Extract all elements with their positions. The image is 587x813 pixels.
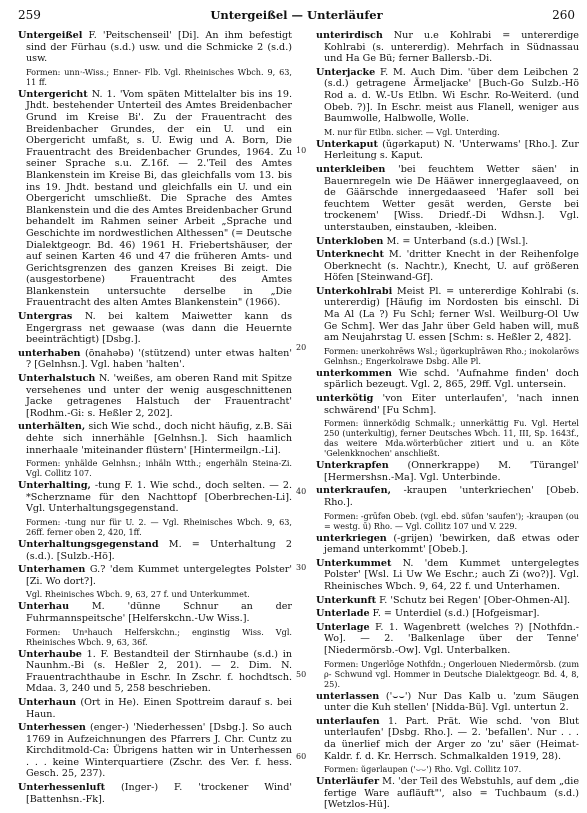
line-number: 30 (296, 563, 307, 572)
dictionary-entry (18, 373, 292, 419)
entry-headword: Unterkloben (316, 235, 384, 247)
dictionary-entry (18, 311, 292, 346)
entry-text: 'von Eiter unterlaufen', 'nach innen schwärend' [Fu Schm]. (324, 393, 579, 416)
dictionary-entry (316, 139, 579, 162)
dictionary-entry (18, 722, 292, 780)
entry-headword: unterlassen (316, 690, 380, 702)
dictionary-entry (316, 393, 579, 416)
entry-text: (Ort in He). Einen Spottreim darauf s. bei Haun. (26, 696, 292, 720)
entry-text: M. 'der Teil des Webstuhls, auf dem „die fertige Ware aufläuft"', also = Tuchbaum (s.d.) [Wetzlos-Hü]. (324, 776, 579, 811)
entry-headword: unterkraufen, (316, 485, 391, 497)
entry-text: G.? 'dem Kummet untergelegtes Polster' [Zi. Wo dort?]. (26, 564, 292, 587)
dictionary-entry (316, 608, 579, 620)
entry-text: M. 'dünne Schnur an der Fuhrmannspeitsche' [Helferskchn.-Uw Wiss.]. (26, 601, 292, 624)
dictionary-entry (316, 595, 579, 607)
dictionary-entry (316, 533, 579, 556)
entry-text: M. = Unterhaltung 2 (s.d.). [Sulzb.-Hö]. (26, 538, 292, 562)
entry-note: Formen: -grūfən Obeb. (vgl. ebd. süfən 'saufen'); -kraupən (ou = westg. ū) Rho. — Vgl. Collitz 107 und V. 229. (324, 510, 579, 531)
entry-text: F. 'Peitschenseil' [Di]. An ihm befestigt sind der Fürhau (s.d.) usw. und die Schmicke 2 (s.d.) usw. (26, 30, 292, 65)
entry-text: (Inger-) F. 'trockener Wind' [Battenhsn.-Fk]. (26, 782, 292, 805)
entry-note: Formen: Unᵃhauch Helferskchn.; enginstig Wiss. Vgl. Rheinisches Wbch. 9, 63, 36f. (26, 626, 292, 647)
dictionary-entry (18, 649, 292, 695)
dictionary-entry (316, 716, 579, 762)
entry-note: M. nur für Etlbn. sicher. — Vgl. Unterding. (324, 126, 500, 137)
entry-headword: unterkötig (316, 393, 374, 405)
entry-headword: Untergericht (18, 88, 88, 100)
entry-headword: Unterhalting, (18, 480, 91, 492)
entry-note: Formen: Ungerlōge Nothfdn.; Ongerlouen Niedermörsb. (zum ρ- Schwund vgl. Hommer in Deutsche Dialektgeogr. Bd. 4, 8, 25). (324, 658, 579, 689)
dictionary-entry (18, 30, 292, 65)
entry-headword: unterirdisch (316, 30, 383, 41)
entry-note: Formen: unn·-Wiss.; Enner- Flb. Vgl. Rheinisches Wbch. 9, 63, 11 ff. (26, 66, 292, 87)
entry-headword: Unterhessen (18, 722, 86, 734)
line-number: 60 (296, 752, 307, 761)
entry-text: (-grijen) 'bewirken, daß etwas oder jemand unterkommt' [Obeb.]. (324, 532, 579, 556)
entry-headword: Unterkunft (316, 594, 377, 606)
entry-text: N. 'dem Kummet untergelegtes Polster' [Wsl. Li Uw We Eschr.; auch Zi (wo?)]. Vgl. Rheinisches Wbch. 9, 64, 22 f. und Unterhamen. (324, 557, 579, 592)
dictionary-entry (18, 539, 292, 562)
dictionary-entry (316, 30, 579, 65)
dictionary-entry (18, 480, 292, 515)
page-number-right: 260 (552, 8, 575, 22)
entry-note: Vgl. Rheinisches Wbch. 9, 63, 27 f. und Unterkummet. (26, 589, 250, 600)
entry-text: M. 'dritter Knecht in der Reihenfolge Oberknecht (s. Nachtr.), Knecht, U. auf größeren Höfen [Steinwand-Gf]. (324, 249, 579, 284)
entry-headword: Unterkummet (316, 557, 392, 569)
entry-note: Formen: -tung nur für U. 2. — Vgl. Rheinisches Wbch. 9, 63, 26ff. ferner oben 2, 420, 1ff. (26, 516, 292, 537)
entry-headword: Unterkohlrabi (316, 285, 393, 297)
entry-headword: Unterhalstuch (18, 373, 96, 385)
entry-headword: unterkommen (316, 367, 392, 379)
dictionary-entry (316, 236, 579, 248)
dictionary-entry (18, 89, 292, 309)
entry-text: (Onnerkrappe) M. 'Türangel' [Hermershsn.-Ma]. Vgl. Unterbinde. (324, 460, 579, 483)
dictionary-entry (316, 460, 579, 483)
entry-text: F. = Unterdiel (s.d.) [Hofgeismar]. (369, 608, 540, 620)
entry-headword: Unterhaun (18, 696, 77, 708)
entry-text: F. 1. Wagenbrett (welches ?) [Nothfdn.-Wo]. — 2. 'Balkenlage über der Tenne' [Niedermörsb.-Ow]. Vgl. Unterbalken. (324, 621, 579, 656)
dictionary-entry (316, 164, 579, 234)
dictionary-entry (18, 564, 292, 587)
entry-headword: Unterlage (316, 621, 370, 633)
entry-headword: Unterlade (316, 608, 370, 620)
dictionary-entry (316, 558, 579, 593)
line-number: 50 (296, 670, 307, 679)
dictionary-entry (18, 782, 292, 805)
entry-headword: Unterhaltungsgegenstand (18, 538, 159, 550)
entry-headword: Unterhau (18, 601, 70, 613)
entry-note: Formen: ynhälde Gelnhsn.; inhäln Wtth.; engerhäln Steina-Zi. Vgl. Collitz 107. (26, 458, 292, 479)
entry-text: M. = Unterband (s.d.) [Wsl.]. (383, 235, 529, 247)
entry-note: Formen: unerkohrēws Wsl.; ŭgərkuplrāwən Rho.; inokolarōws Gelnhsn.; Engerkolrawe Dsbg. Alle Pl. (324, 345, 579, 366)
dictionary-entry (316, 286, 579, 344)
right-column (316, 30, 579, 813)
entry-text: 1. F. Bestandteil der Stirnhaube (s.d.) in Naunhm.-Bi (s. Heßler 2, 201). — 2. Dim. N. Frauentrachthaube in Eschr. In Zschr. f. hochdtsch. Mdaa. 3, 240 und 5, 258 beschrieben. (26, 648, 292, 695)
entry-headword: Unterhamen (18, 564, 86, 576)
entry-headword: Unterkrapfen (316, 460, 389, 472)
entry-headword: Untergeißel (18, 30, 83, 41)
entry-headword: unterkriegen (316, 532, 387, 544)
dictionary-entry (316, 691, 579, 714)
entry-headword: Unterhessenluft (18, 782, 106, 794)
left-column (18, 30, 292, 807)
entry-text: Nur u.e Kohlrabi = untererdige Kohlrabi (s. untererdig). Mehrfach in Südnassau und Ha Ge Bü; ferner Ballersb.-Di. (324, 30, 579, 65)
entry-text: (ōnahəbə) '(stützend) unter etwas halten' ? [Gelnhsn.]. Vgl. haben 'halten'. (26, 347, 292, 371)
entry-text: N. 1. 'Vom späten Mittelalter bis ins 19. Jhdt. bestehender Unterteil des Amtes Breidenbacher Grund im Kreise Bi'. Zu der Frauentracht des Breidenbacher Grundes, der ein U. und ein Obergericht umfaßt, s. U. Ewig und A. Born, Die Frauentracht des Breidenbacher Grundes, 1964. Zu seiner Sprache s.u. Z.16f. — 2.'Teil des Amtes Blankenstein im Kreise Bi, das gleichfalls vom 13. bis ins 19. Jhdt. bestand und gleichfalls ein U. und ein Obergericht umschließt. Die Sprache des Amtes Blankenstein und die des Amtes Breidenbacher Grund behandelt im Rahmen seiner Arbeit „Sprache und Geschichte im nordwestlichen Althessen" (= Deutsche Dialektgeogr. Bd. 46) 1961 H. Friebertshäuser, der auf seinen Karten 46 und 47 die früheren Amts- und Gerichtsgrenzen des ganzen Kreises Bi zeigt. Die (ausgestorbene) Frauentracht des Amtes Blankenstein untersuchte derselbe in „Die Frauentracht des alten Amtes Blankenstein" (1966). (26, 88, 292, 309)
dictionary-entry (18, 697, 292, 720)
dictionary-entry (316, 67, 579, 125)
entry-text: 'bei feuchtem Wetter säen' in Bauernregeln wie De Hääwer innergeglaaveed, on de Gäärschde innergedaaseed 'Hafer soll bei feuchtem Wetter gesät werden, Gerste bei trockenem' [Wiss. Driedf.-Di Wdhsn.]. Vgl. unterstauben, einstauben, -kleiben. (324, 163, 579, 233)
entry-headword: Untergras (18, 311, 73, 323)
dictionary-entry (316, 249, 579, 284)
entry-text: F. M. Auch Dim. 'über dem Leibchen 2 (s.d.) getragene Ärmeljacke' [Buch-Go Sulzb.-Hö Rod a. d. W.-Us Etlbn. Wi Eschr. Ro-Weiterd. (und Obeb. ?)]. In Eschr. meist aus Flanell, weniger aus Baumwolle, Halbwolle, Wolle. (324, 66, 579, 125)
dictionary-entry (18, 601, 292, 624)
entry-note: Formen: ŭgərlaupən ('⌣⌣') Rho. Vgl. Collitz 107. (324, 764, 522, 775)
entry-text: 1. Part. Prät. Wie schd. 'von Blut unterlaufen' [Dsbg. Rho.]. — 2. 'befallen'. Nur . . . da ünerlief mich der Arger zo 'zu' säer (Heimat-Kaldr. f. d. Kr. Herrsch. Schmalkalden 1919, 28). (324, 715, 579, 762)
entry-note: Formen: ünnerködig Schmalk.; unnerkättig Fu. Vgl. Hertel 250 (unterkultig), ferner Deutsches Wbch. 11, III, Sp. 1643f., das weitere Mda.wörterbücher zitiert und u. an Köte 'Gelenkknochen' anschließt. (324, 418, 579, 459)
entry-text: N. bei kaltem Maiwetter kann ds Engergrass net gewaase (was dann die Heuernte beeinträchtigt) [Dsbg.]. (26, 311, 292, 346)
entry-headword: Unterknecht (316, 249, 384, 261)
entry-text: ('⌣⌣') Nur Das Kalb u. 'zum Säugen unter die Kuh stellen' [Nidda-Bü]. Vgl. untertun 2. (324, 690, 579, 714)
dictionary-entry (316, 622, 579, 657)
entry-text: -kraupen 'unterkriechen' [Obeb. Rho.]. (324, 485, 579, 508)
dictionary-entry (316, 368, 579, 391)
page-title: Untergeißel — Unterläufer (210, 8, 383, 22)
entry-text: sich Wie schd., doch nicht häufig, z.B. Säi dehte sich innerhähle [Gelnhsn.]. Sich haamlich innerhaale 'miteinander flüstern' [Hintermeilgn.-Li]. (26, 421, 292, 456)
line-number: 40 (296, 487, 307, 496)
dictionary-entry (316, 776, 579, 811)
page-header (18, 8, 575, 26)
entry-text: F. 'Schutz bei Regen' [Ober-Ohmen-Al]. (376, 594, 571, 606)
entry-headword: unterhälten, (18, 421, 86, 433)
entry-headword: unterkleiben (316, 163, 386, 175)
entry-headword: Unterjacke (316, 66, 376, 78)
entry-text: Wie schd. 'Aufnahme finden' doch spärlich bezeugt. Vgl. 2, 865, 29ff. Vgl. untersein. (324, 367, 579, 391)
line-number: 10 (296, 146, 307, 155)
entry-text: N. 'weißes, am oberen Rand mit Spitze versehenes und unter der wenig ausgeschnittenen Jacke getragenes Halstuch der Frauentracht' [Rodhm.-Gi: s. Heßler 2, 202]. (26, 373, 292, 419)
entry-text: (enger-) 'Niederhessen' [Dsbg.]. So auch 1769 in Aufzeichnungen des Pfarrers J. Chr. Cuntz zu Kirchditmold-Ca: Übrigens hatten wir in Unterhessen . . . keine Winterquartiere (Zschr. des Ver. f. hess. Gesch. 25, 237). (26, 722, 292, 780)
entry-headword: unterlaufen (316, 715, 380, 727)
entry-text: (ŭgərkaput) N. 'Unterwams' [Rho.]. Zur Herleitung s. Kaput. (324, 138, 579, 162)
line-number: 20 (296, 343, 307, 352)
dictionary-entry (316, 485, 579, 508)
entry-headword: unterhaben (18, 347, 81, 359)
entry-headword: Unterhaube (18, 648, 82, 660)
dictionary-entry (18, 348, 292, 371)
entry-text: -tung F. 1. Wie schd., doch selten. — 2. *Scherzname für den Nachttopf [Oberbrechen-Li]. Vgl. Unterhaltungsgegenstand. (26, 480, 292, 515)
entry-headword: Unterläufer (316, 776, 380, 788)
dictionary-entry (18, 421, 292, 456)
entry-text: Meist Pl. = untererdige Kohlrabi (s. untererdig) [Häufig im Nordosten bis einschl. Di Ma Al (La ?) Fu Schl; ferner Wsl. Weilburg-Ol Uw Ge Schm]. Wer das Jahr über Geld haben will, muß am Neujahrstag U. essen [Schm: s. Heßler 2, 482]. (324, 285, 579, 344)
entry-headword: Unterkaput (316, 138, 378, 150)
page-number-left: 259 (18, 8, 41, 22)
